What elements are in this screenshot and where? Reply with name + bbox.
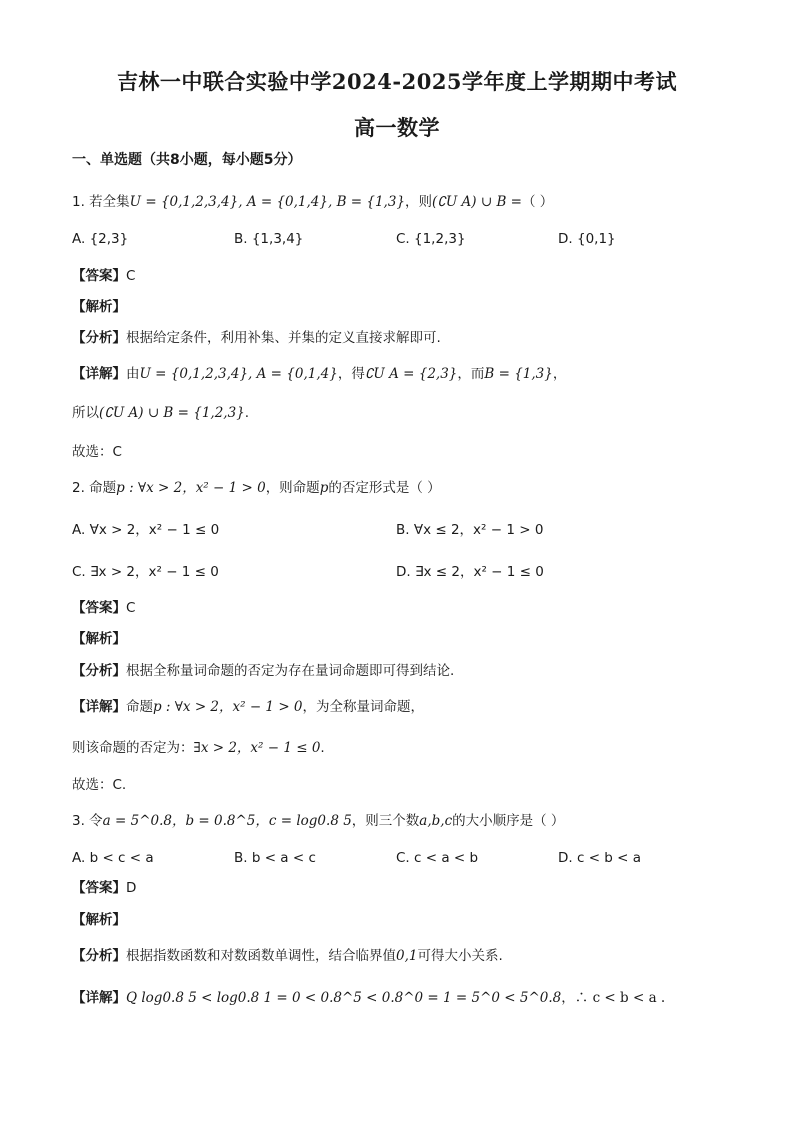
- q1-number: 1. 若全集: [72, 194, 130, 210]
- q2-stem-end: 的否定形式是（ ）: [328, 480, 441, 496]
- q1-sets: U = {0,1,2,3,4}, A = {0,1,4}, B = {1,3}: [129, 194, 406, 210]
- q3-fenxi-1: 根据指数函数和对数函数单调性，结合临界值: [126, 948, 396, 964]
- fenxi-tag: 【分析】: [72, 663, 126, 679]
- q1-option-b: B. {1,3,4}: [234, 231, 304, 247]
- q1-xj-math2: ∁U A = {2,3}: [364, 366, 458, 382]
- q2-stem: [72, 478, 441, 498]
- q3-number: 3. 令: [72, 813, 103, 829]
- q2-xj-2: ，为全称量词命题，: [302, 699, 425, 715]
- q1-fenxi-text: 根据给定条件，利用补集、并集的定义直接求解即可.: [126, 330, 441, 346]
- q2-answer-value: C: [126, 600, 136, 616]
- q2-option-c: C. ∃x > 2，x² − 1 ≤ 0: [72, 564, 219, 580]
- q2-l2-prefix: 则该命题的否定为：: [72, 740, 194, 756]
- q3-answer-value: D: [126, 880, 137, 896]
- q1-xiangjie: [72, 364, 566, 384]
- q1-option-d: D. {0,1}: [558, 231, 616, 247]
- q1-analysis-tag: 【解析】: [72, 299, 126, 315]
- q3-stem-mid: ，则三个数: [351, 813, 420, 829]
- q3-option-a: A. b < c < a: [72, 850, 154, 866]
- q1-fenxi: [72, 328, 441, 348]
- q2-p: p: [319, 480, 329, 496]
- q1-xj-2: ，得: [337, 366, 365, 382]
- q2-choose: 故选：C.: [72, 777, 127, 793]
- xiangjie-tag: 【详解】: [72, 366, 126, 382]
- q3-abc: a,b,c: [419, 813, 453, 829]
- q1-answer: [72, 266, 135, 286]
- q3-definitions: a = 5^0.8，b = 0.8^5，c = log0.8 5: [102, 813, 352, 829]
- q2-answer: [72, 598, 135, 618]
- page-title: 吉林一中联合实验中学2024-2025学年度上学期期中考试: [116, 69, 678, 94]
- q3-option-c: C. c < a < b: [396, 850, 479, 866]
- q2-option-b: B. ∀x ≤ 2，x² − 1 > 0: [396, 522, 544, 538]
- q3-xj-math: Q log0.8 5 < log0.8 1 = 0 < 0.8^5 < 0.8^0 = 1 = 5^0 < 5^0.8: [126, 990, 562, 1006]
- q3-xiangjie: [72, 988, 665, 1008]
- fenxi-tag: 【分析】: [72, 330, 126, 346]
- q1-l2-math: (∁U A) ∪ B = {1,2,3}: [99, 405, 245, 421]
- q1-xj-3: ，而: [457, 366, 485, 382]
- q2-xj-math1: p : ∀x > 2，x² − 1 > 0: [153, 699, 303, 715]
- q2-stem-mid: ，则命题: [265, 480, 320, 496]
- q1-l2-prefix: 所以: [72, 405, 99, 421]
- q1-choose: 故选：C: [72, 444, 122, 460]
- q3-fenxi: [72, 946, 503, 966]
- q2-xiangjie: [72, 697, 424, 717]
- q2-conclusion: [72, 738, 325, 758]
- q1-l2-end: .: [244, 405, 250, 421]
- q1-stem-mid: ，则: [405, 194, 433, 210]
- q1-conclusion: [72, 403, 249, 423]
- q3-answer: [72, 878, 136, 898]
- q3-stem-end: 的大小顺序是（ ）: [452, 813, 565, 829]
- answer-tag: 【答案】: [72, 600, 126, 616]
- q2-fenxi-text: 根据全称量词命题的否定为存在量词命题即可得到结论.: [126, 663, 455, 679]
- q1-option-c: C. {1,2,3}: [396, 231, 466, 247]
- q3-stem: [72, 811, 564, 831]
- q3-analysis-tag: 【解析】: [72, 912, 126, 928]
- q3-option-b: B. b < a < c: [234, 850, 316, 866]
- section-heading: 一、单选题（共8小题，每小题5分）: [72, 152, 302, 168]
- q2-option-d: D. ∃x ≤ 2，x² − 1 ≤ 0: [396, 564, 544, 580]
- q2-proposition: p : ∀x > 2，x² − 1 > 0: [116, 480, 266, 496]
- q2-number: 2. 命题: [72, 480, 117, 496]
- q1-expression: (∁U A) ∪ B =: [432, 194, 522, 210]
- q1-xj-1: 由: [126, 366, 140, 382]
- page-subtitle: 高一数学: [354, 115, 440, 140]
- q1-xj-4: ，: [552, 366, 567, 382]
- q2-xj-1: 命题: [126, 699, 153, 715]
- answer-tag: 【答案】: [72, 880, 126, 896]
- q1-answer-value: C: [126, 268, 136, 284]
- q3-fenxi-math: 0,1: [396, 948, 418, 964]
- q1-xj-math1: U = {0,1,2,3,4}, A = {0,1,4}: [139, 366, 338, 382]
- q3-xj-tail: ，∴ c < b < a .: [561, 990, 666, 1006]
- q2-l2-math: ∃x > 2，x² − 1 ≤ 0: [193, 740, 321, 756]
- q2-analysis-tag: 【解析】: [72, 631, 126, 647]
- q3-fenxi-2: 可得大小关系.: [417, 948, 503, 964]
- q2-fenxi: [72, 661, 454, 681]
- q1-xj-math3: B = {1,3}: [484, 366, 553, 382]
- answer-tag: 【答案】: [72, 268, 126, 284]
- q1-option-a: A. {2,3}: [72, 231, 129, 247]
- xiangjie-tag: 【详解】: [72, 990, 126, 1006]
- q1-blank: （ ）: [522, 194, 554, 210]
- q2-option-a: A. ∀x > 2，x² − 1 ≤ 0: [72, 522, 220, 538]
- q2-l2-end: .: [320, 740, 325, 756]
- fenxi-tag: 【分析】: [72, 948, 126, 964]
- xiangjie-tag: 【详解】: [72, 699, 126, 715]
- q3-option-d: D. c < b < a: [558, 850, 642, 866]
- q1-stem: [72, 192, 553, 212]
